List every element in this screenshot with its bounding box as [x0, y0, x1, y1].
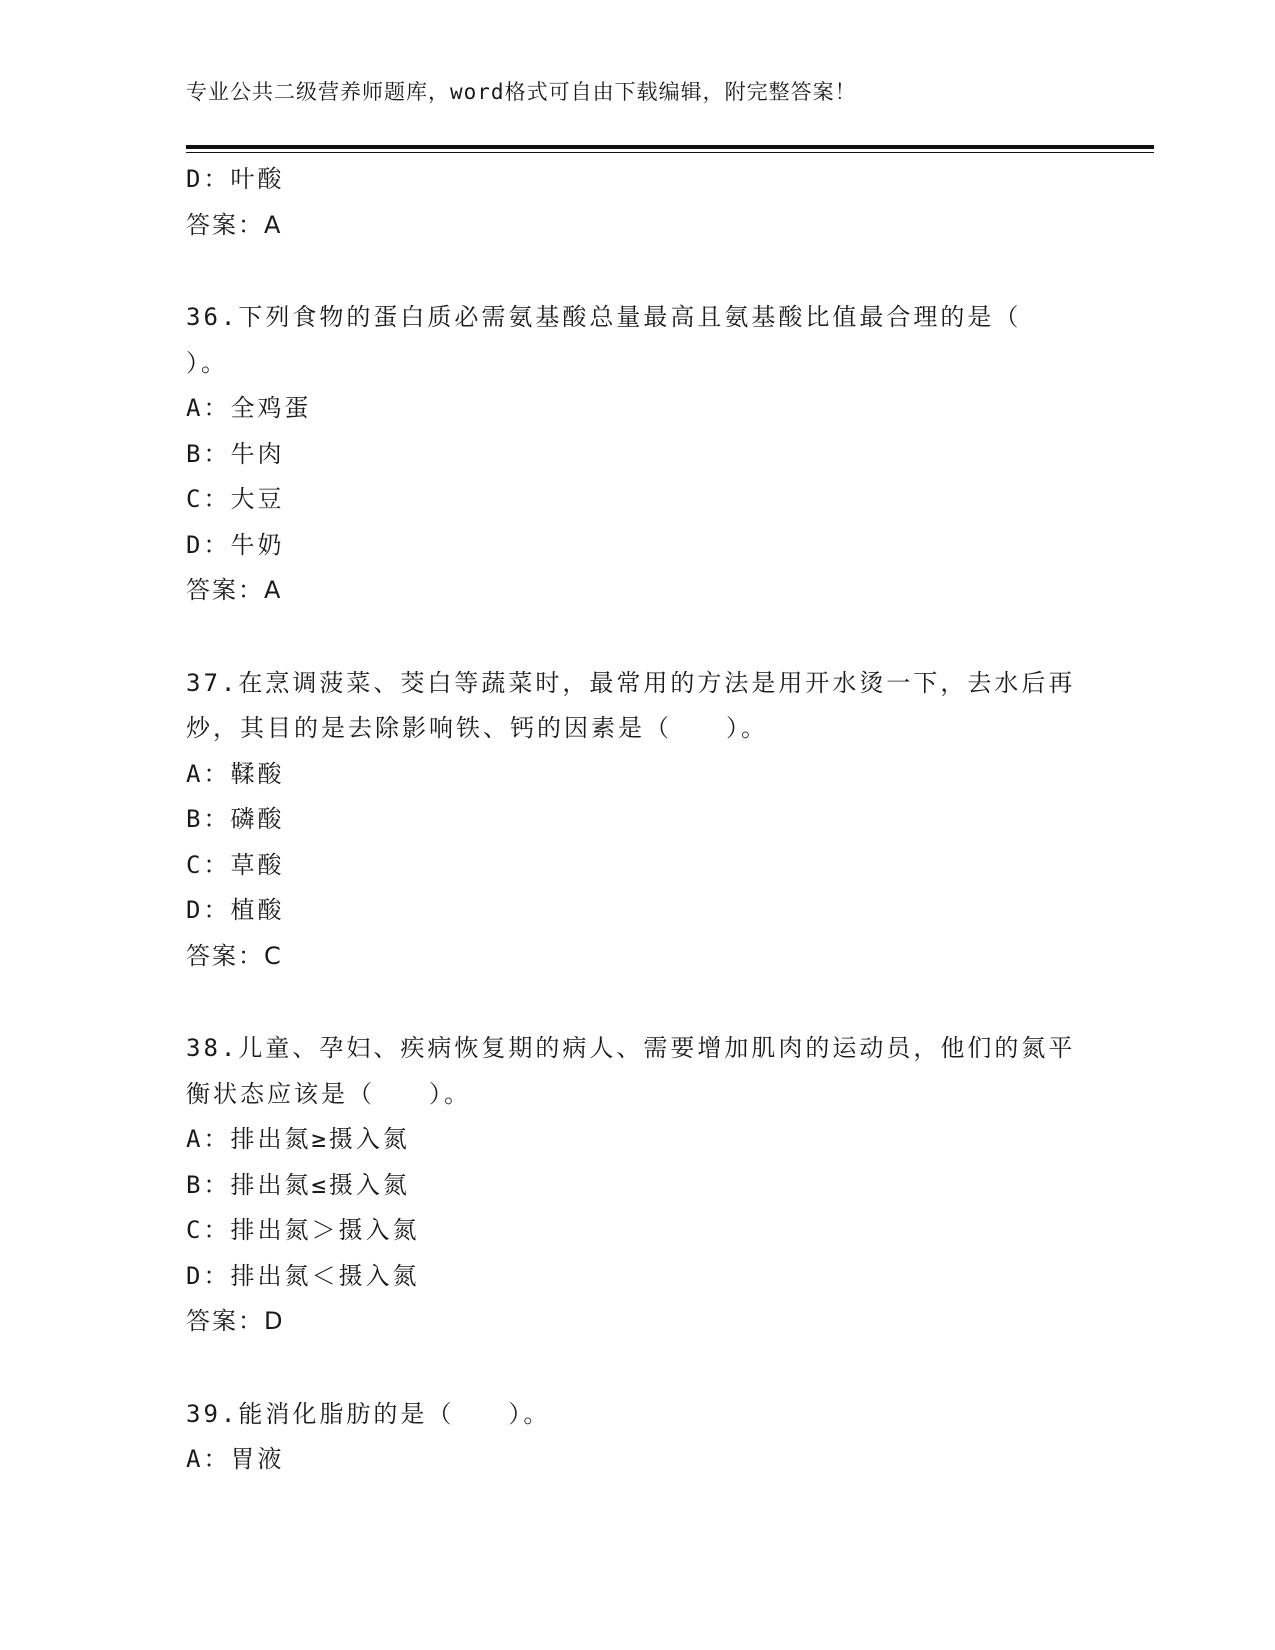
spacer — [186, 979, 1154, 1026]
question-37-text: 37.在烹调菠菜、茭白等蔬菜时，最常用的方法是用开水烫一下，去水后再炒，其目的是去除影响铁、钙的因素是（ ）。 — [186, 668, 1076, 742]
option-d: D：叶酸 — [186, 165, 285, 193]
question-37-option-a: A：鞣酸 — [186, 759, 285, 788]
header-rule-thick — [186, 145, 1154, 149]
question-36-option-a: A：全鸡蛋 — [186, 394, 312, 422]
document-page — [186, 0, 1154, 1650]
question-36-option-c: C：大豆 — [186, 485, 285, 513]
spacer — [186, 1345, 1154, 1392]
header-rule-thin — [186, 152, 1154, 153]
spacer — [186, 248, 1154, 295]
question-36-text: 36.下列食物的蛋白质必需氨基酸总量最高且氨基酸比值最合理的是（ ）。 — [186, 303, 1022, 377]
question-content — [186, 157, 1154, 1483]
question-36-option-b: B：牛肉 — [186, 439, 285, 468]
answer-line: 答案：A — [186, 210, 283, 239]
question-37-option-d: D：植酸 — [186, 896, 285, 924]
question-38-option-d: D：排出氮＜摄入氮 — [186, 1261, 420, 1290]
question-39-text: 39.能消化脂肪的是（ ）。 — [186, 1399, 551, 1428]
question-38-option-a: A：排出氮≥摄入氮 — [186, 1125, 410, 1153]
question-38-text: 38.儿童、孕妇、疾病恢复期的病人、需要增加肌肉的运动员，他们的氮平衡状态应该是（ ）。 — [186, 1034, 1076, 1108]
question-38-option-b: B：排出氮≤摄入氮 — [186, 1170, 410, 1199]
spacer — [186, 614, 1154, 661]
question-39-option-a: A：胃液 — [186, 1445, 285, 1473]
question-36-answer: 答案：A — [186, 576, 283, 604]
question-37-answer: 答案：C — [186, 941, 283, 970]
question-38-answer: 答案：D — [186, 1307, 285, 1335]
question-38-option-c: C：排出氮＞摄入氮 — [186, 1216, 420, 1244]
question-37-option-c: C：草酸 — [186, 850, 285, 879]
question-37-option-b: B：磷酸 — [186, 805, 285, 833]
page-header: 专业公共二级营养师题库，word格式可自由下载编辑，附完整答案！ — [186, 80, 857, 104]
question-36-option-d: D：牛奶 — [186, 530, 285, 559]
